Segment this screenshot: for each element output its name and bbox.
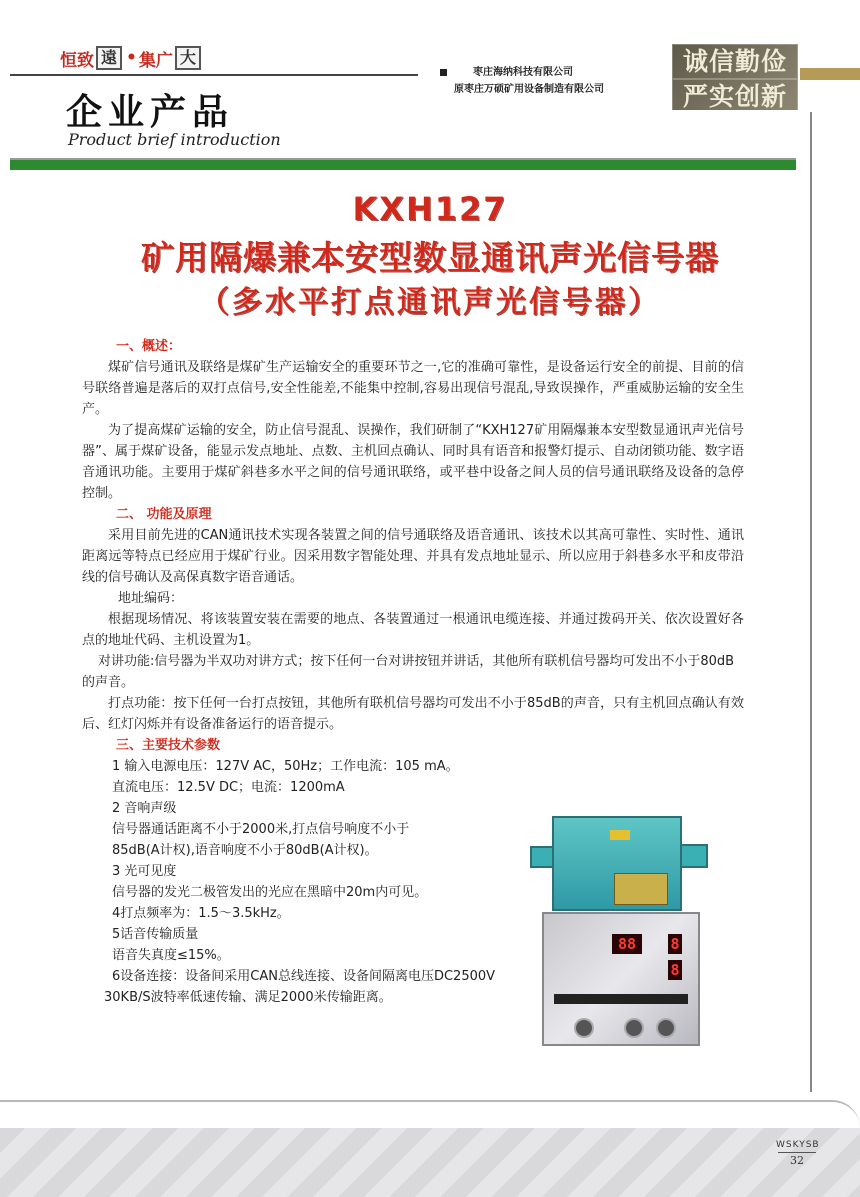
heading-function: 二、 功能及原理 — [116, 507, 212, 522]
paragraph-address-label: 地址编码： — [118, 591, 184, 606]
spec-line: 3 光可见度 — [112, 864, 177, 879]
spec-line: 1 输入电源电压：127V AC，50Hz；工作电流：105 mA。 — [112, 759, 459, 774]
device-button — [574, 1018, 594, 1038]
device-front-panel — [542, 912, 700, 1046]
green-divider — [10, 160, 796, 170]
section-title: 企业产品 — [66, 92, 235, 133]
device-nameplate — [614, 873, 668, 905]
paragraph-intercom: 对讲功能:信号器为半双功对讲方式；按下任何一台对讲按钮并讲话，其他所有联机信号器均可发出不小于80dB的声音。 — [82, 654, 735, 690]
device-digit-display: 8 — [668, 960, 682, 980]
section-subtitle: Product brief introduction — [68, 130, 281, 149]
device-right-gland — [680, 844, 708, 868]
slogan-part1: 恒致 — [60, 50, 94, 71]
motto-line-1: 诚信勤俭 — [672, 44, 798, 79]
spec-line: 5话音传输质量 — [112, 927, 199, 942]
footer-code: WSKYSB — [776, 1140, 820, 1150]
spec-line: 2 音响声级 — [112, 801, 177, 816]
page-number: 32 — [790, 1154, 804, 1167]
footer-rule — [778, 1152, 816, 1153]
footer-curve — [0, 1100, 860, 1128]
device-tag — [610, 830, 630, 840]
device-digit-display: 8 — [668, 934, 682, 954]
spec-line: 6设备连接：设备间采用CAN总线连接、设备间隔离电压DC2500V — [112, 969, 496, 984]
product-alt-name: （多水平打点通讯声光信号器） — [199, 285, 661, 320]
device-status-strip — [554, 994, 688, 1004]
slogan-dot: • — [126, 48, 137, 68]
device-enclosure — [552, 816, 682, 911]
company-info — [440, 64, 604, 98]
badge-accent-bar — [800, 68, 860, 80]
paragraph-overview-1: 煤矿信号通讯及联络是煤矿生产运输安全的重要环节之一,它的准确可靠性，是设备运行安全的前提、目前的信号联络普遍是落后的双打点信号,安全性能差,不能集中控制,容易出现信号混乱,导致误操作，严重威胁运输的安全生产。 — [82, 360, 744, 417]
motto-badge — [672, 44, 798, 110]
footer-band — [0, 1128, 860, 1197]
square-bullet-icon — [440, 69, 447, 76]
paragraph-signal: 打点功能：按下任何一台打点按钮，其他所有联机信号器均可发出不小于85dB的声音，只有主机回点确认有效后、红灯闪烁并有设备准备运行的语音提示。 — [82, 696, 744, 732]
spec-line: 信号器的发光二极管发出的光应在黑暗中20m内可见。 — [112, 885, 428, 900]
slogan — [60, 44, 203, 72]
spec-line: 85dB(A计权),语音响度不小于80dB(A计权)。 — [112, 843, 378, 858]
paragraph-address: 根据现场情况、将该装置安装在需要的地点、各装置通过一根通讯电缆连接、并通过拨码开关、依次设置好各点的地址代码、主机设置为1。 — [82, 612, 744, 648]
spec-line: 4打点频率为：1.5～3.5kHz。 — [112, 906, 290, 921]
company-former-name: 原枣庄万硕矿用设备制造有限公司 — [454, 84, 604, 95]
header-divider — [10, 74, 418, 76]
paragraph-function-1: 采用目前先进的CAN通讯技术实现各装置之间的信号通联络及语音通讯、该技术以其高可靠性、实时性、通讯距离远等特点已经应用于煤矿行业。因采用数字智能处理、并具有发点地址显示、所以应用于斜巷多水平和皮带沿线的信号确认及高保真数字语音通话。 — [82, 528, 744, 585]
device-button — [656, 1018, 676, 1038]
device-photo — [530, 816, 708, 1046]
product-name: 矿用隔爆兼本安型数显通讯声光信号器 — [141, 238, 719, 277]
spec-line: 30KB/S波特率低速传输、满足2000米传输距离。 — [104, 990, 392, 1005]
product-model: KXH127 — [352, 190, 508, 228]
slogan-part2: 集广 — [138, 50, 173, 71]
spec-line: 信号器通话距离不小于2000米,打点信号响度不小于 — [112, 822, 410, 837]
company-name: 枣庄海纳科技有限公司 — [473, 67, 573, 78]
heading-specs: 三、主要技术参数 — [116, 738, 221, 753]
slogan-boxed-char-2: 大 — [175, 46, 201, 70]
slogan-boxed-char-1: 遠 — [96, 46, 122, 70]
heading-overview: 一、概述： — [116, 339, 182, 354]
device-button — [624, 1018, 644, 1038]
motto-line-2: 严实创新 — [672, 79, 798, 114]
paragraph-overview-2: 为了提高煤矿运输的安全，防止信号混乱、误操作，我们研制了“KXH127矿用隔爆兼本安型数显通讯声光信号器”、属于煤矿设备，能显示发点地址、点数、主机回点确认、同时具有语音和报警灯提示、自动闭锁功能、数字语音通讯功能。主要用于煤矿斜巷多水平之间的信号通讯联络，或平巷中设备之间人员的信号通讯联络及设备的急停控制。 — [82, 423, 744, 501]
spec-line: 语音失真度≤15%。 — [112, 948, 230, 963]
device-digit-display: 88 — [612, 934, 642, 954]
spec-line: 直流电压：12.5V DC；电流：1200mA — [112, 780, 345, 795]
